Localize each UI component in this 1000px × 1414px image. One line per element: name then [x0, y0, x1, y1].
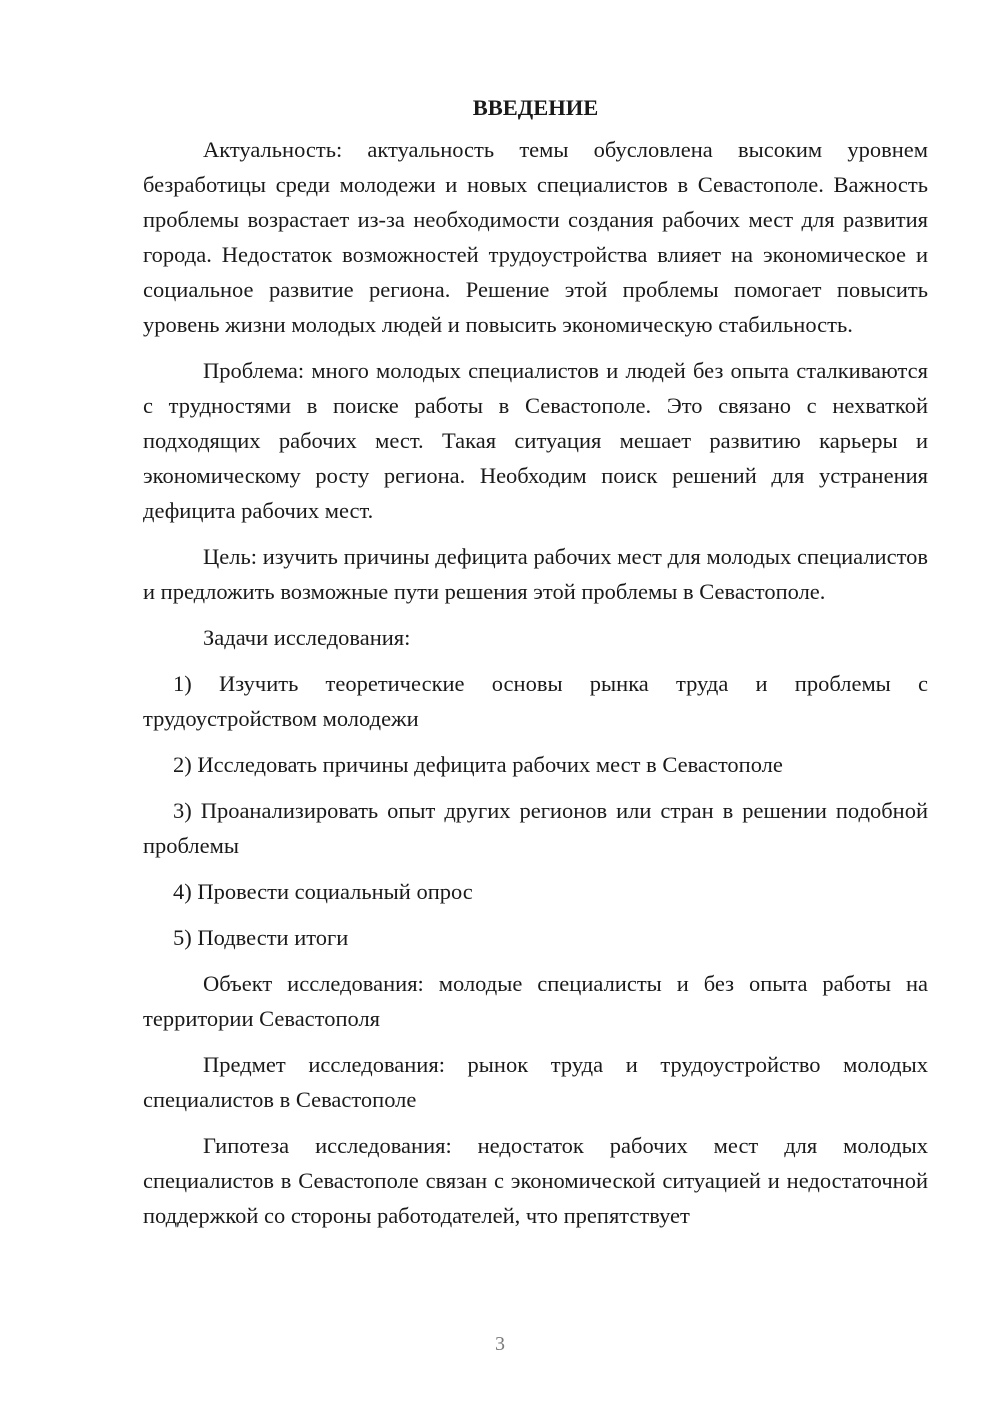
- tasks-title: Задачи исследования:: [203, 625, 411, 650]
- page-number: 3: [495, 1333, 505, 1355]
- task-item-1: 1) Изучить теоретические основы рынка труда и проблемы с трудоустройством молодежи: [143, 671, 928, 731]
- task-item-5: 5) Подвести итоги: [173, 925, 349, 950]
- hypothesis-paragraph: Гипотеза исследования: недостаток рабочих мест для молодых специалистов в Севастополе связан с экономической ситуацией и недостаточной поддержкой со стороны работодателей, что препятствует: [143, 1133, 928, 1228]
- relevance-paragraph: Актуальность: актуальность темы обусловлена высоким уровнем безработицы среди молодежи и новых специалистов в Севастополе. Важность проблемы возрастает из-за необходимости создания рабочих мест для развития города. Недостаток возможностей трудоустройства влияет на экономическое и социальное развитие региона. Решение этой проблемы помогает повысить уровень жизни молодых людей и повысить экономическую стабильность.: [143, 137, 928, 337]
- subject-paragraph: Предмет исследования: рынок труда и трудоустройство молодых специалистов в Севастополе: [143, 1052, 928, 1112]
- document-page: [143, 90, 928, 1244]
- problem-paragraph: Проблема: много молодых специалистов и людей без опыта сталкиваются с трудностями в поиске работы в Севастополе. Это связано с нехваткой подходящих рабочих мест. Такая ситуация мешает развитию карьеры и экономическому росту региона. Необходим поиск решений для устранения дефицита рабочих мест.: [143, 358, 928, 523]
- object-paragraph: Объект исследования: молодые специалисты и без опыта работы на территории Севастополя: [143, 971, 928, 1031]
- goal-paragraph: Цель: изучить причины дефицита рабочих мест для молодых специалистов и предложить возможные пути решения этой проблемы в Севастополе.: [143, 544, 928, 604]
- task-item-2: 2) Исследовать причины дефицита рабочих мест в Севастополе: [173, 752, 783, 777]
- task-item-3: 3) Проанализировать опыт других регионов или стран в решении подобной проблемы: [143, 798, 928, 858]
- task-item-4: 4) Провести социальный опрос: [173, 879, 473, 904]
- section-heading: ВВЕДЕНИЕ: [472, 95, 599, 120]
